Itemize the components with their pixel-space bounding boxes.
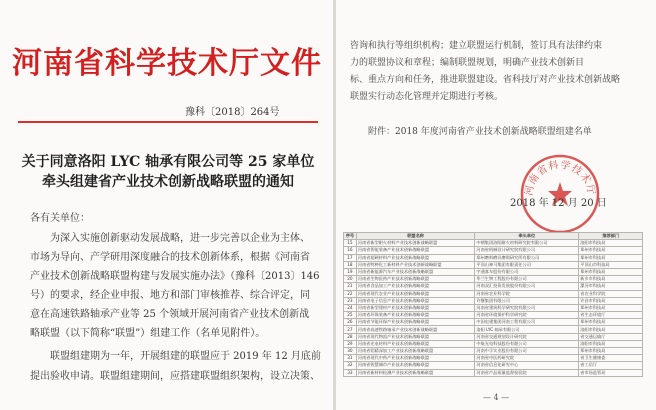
issue-date: 2018 年 12 月 20 日	[510, 198, 607, 209]
cell-lead-unit: 河南中孚实业股份有限公司	[475, 348, 579, 355]
cell-recommending-dept: 新乡市科技局	[579, 276, 643, 283]
cell-lead-unit: 河南省信息化研究中心	[475, 362, 579, 369]
body-salutation: 各有关单位：	[30, 213, 90, 224]
cell-number: 29	[344, 340, 357, 347]
cell-recommending-dept: 省市场监管局	[579, 369, 643, 376]
cell-alliance-name: 河南省电子信息产业技术创新战略联盟	[356, 297, 475, 304]
body-line: 市场为导向、产学研用深度融合的技术创新体系，根据《河南省	[30, 252, 310, 263]
body-line: 产业技术创新战略联盟构建与发展实施办法》（豫科〔2013〕146	[30, 271, 320, 282]
cell-lead-unit: 宇通客车股份有限公司	[475, 268, 579, 275]
cell-number: 24	[344, 304, 357, 311]
cell-alliance-name: 河南省特种化工新材料产业技术创新战略联盟	[356, 261, 475, 268]
body-line: 联盟组建期为一年，开展组建的联盟应于 2019 年 12 月底前	[50, 351, 321, 362]
table-row	[344, 276, 643, 283]
cell-number: 27	[344, 326, 357, 333]
table-row	[344, 319, 643, 326]
cell-number: 31	[344, 355, 357, 362]
table-body	[344, 240, 643, 377]
cell-lead-unit: 河南省建筑科学研究院有限公司	[475, 304, 579, 311]
cell-recommending-dept: 漯河市科技局	[579, 283, 643, 290]
cell-number: 20	[344, 276, 357, 283]
cell-recommending-dept: 省交通运输厅	[579, 333, 643, 340]
table-row	[344, 283, 643, 290]
cell-alliance-name: 河南省生物医药产业技术创新战略联盟	[356, 276, 475, 283]
cell-lead-unit: 中钢集团洛阳耐火材料研究院有限公司	[475, 240, 579, 247]
cell-number: 17	[344, 254, 357, 261]
column-header-lead-unit: 牵头单位	[475, 233, 579, 240]
cell-alliance-name: 河南省铝精深加工产业技术创新战略联盟	[356, 348, 475, 355]
cell-number: 32	[344, 362, 357, 369]
table-row	[344, 362, 643, 369]
cell-alliance-name: 河南省新型耐火材料产业技术创新战略联盟	[356, 240, 475, 247]
notice-title-line-1: 关于同意洛阳 LYC 轴承有限公司等 25 家单位	[21, 154, 315, 170]
column-header-alliance-name: 联盟名称	[356, 233, 475, 240]
cell-lead-unit: 河南省交通规划设计研究院	[475, 333, 579, 340]
cell-lead-unit: 许继集团有限公司	[475, 297, 579, 304]
cell-number: 22	[344, 290, 357, 297]
cell-recommending-dept: 郑州市科技局	[579, 247, 643, 254]
table-row	[344, 268, 643, 275]
cell-alliance-name: 河南省新能源汽车产业技术创新战略联盟	[356, 268, 475, 275]
body-line: 号）的要求，经企业申报、地方和部门审核推荐、综合评定，同	[30, 290, 310, 301]
cell-number: 30	[344, 348, 357, 355]
cell-recommending-dept: 郑州市科技局	[579, 348, 643, 355]
cell-recommending-dept: 洛阳市科技局	[579, 340, 643, 347]
cell-lead-unit: 河南省中医药研究院	[475, 355, 579, 362]
cell-lead-unit: 中航光电科技股份有限公司	[475, 340, 579, 347]
cell-lead-unit: 平顶山神马集团有限责任公司	[475, 261, 579, 268]
cell-recommending-dept: 郑州市科技局	[579, 268, 643, 275]
cell-lead-unit: 华兰生物工程股份有限公司	[475, 276, 579, 283]
column-header-recommending-dept: 推荐部门	[579, 233, 643, 240]
table-row	[344, 340, 643, 347]
cell-lead-unit: 河南双汇投资发展股份有限公司	[475, 283, 579, 290]
cell-alliance-name: 河南省食品加工产业技术创新战略联盟	[356, 283, 475, 290]
cell-alliance-name: 河南省现代农业产业技术创新战略联盟	[356, 290, 475, 297]
table-row	[344, 304, 643, 311]
cell-alliance-name: 河南省环保装备产业技术创新战略联盟	[356, 312, 475, 319]
cell-recommending-dept: 许昌市科技局	[579, 297, 643, 304]
cell-lead-unit: 河南省机械设计研究院有限公司	[475, 247, 579, 254]
cell-number: 23	[344, 297, 357, 304]
body-line: 标、重点方向和任务，推进联盟建设。省科技厅对产业技术创新战略	[350, 75, 621, 85]
body-line: 咨询和执行等组织机构；建立联盟运行机制，签订具有法律约束	[350, 41, 603, 51]
body-line: 略联盟（以下简称“联盟”）组建工作（名单见附件）。	[30, 328, 266, 339]
cell-recommending-dept: 省工信厅	[579, 362, 643, 369]
table-row	[344, 261, 643, 268]
cell-lead-unit: 中国电建集团河南工程有限公司	[475, 319, 579, 326]
table-row	[344, 254, 643, 261]
seal-text: 河南省科学技术厅	[523, 159, 597, 197]
cell-alliance-name: 河南省光电材料产业技术创新战略联盟	[356, 340, 475, 347]
cell-lead-unit: 洛阳 LYC 轴承有限公司	[475, 326, 579, 333]
table-row	[344, 369, 643, 376]
cell-alliance-name: 河南省高速铁路轴承产业技术创新战略联盟	[356, 326, 475, 333]
cell-lead-unit: 郑州磨料磨具磨削研究所有限公司	[475, 254, 579, 261]
cell-number: 25	[344, 312, 357, 319]
red-rule-divider	[18, 121, 318, 123]
cell-number: 26	[344, 319, 357, 326]
alliance-list-table	[343, 232, 643, 377]
cell-recommending-dept: 郑州市科技局	[579, 319, 643, 326]
cell-number: 33	[344, 369, 357, 376]
cell-alliance-name: 河南省智慧城市产业技术创新战略联盟	[356, 362, 475, 369]
cell-recommending-dept: 平顶山市科技局	[579, 261, 643, 268]
body-line: 联盟实行动态化管理并定期进行考核。	[350, 92, 504, 102]
table-header-row	[344, 233, 643, 240]
cell-lead-unit: 河南省农业科学院	[475, 290, 579, 297]
body-line: 意在高速铁路轴承产业等 25 个领域开展河南省产业技术创新战	[30, 309, 310, 320]
cell-number: 19	[344, 268, 357, 275]
table-row	[344, 333, 643, 340]
cell-recommending-dept: 郑州市科技局	[579, 304, 643, 311]
cell-recommending-dept: 省卫生健康委	[579, 355, 643, 362]
table-row	[344, 326, 643, 333]
cell-recommending-dept: 省农业科学院	[579, 290, 643, 297]
cell-number: 28	[344, 333, 357, 340]
cell-alliance-name: 河南省智能装备产业技术创新战略联盟	[356, 247, 475, 254]
cell-recommending-dept: 洛阳市科技局	[579, 240, 643, 247]
table-row	[344, 355, 643, 362]
cell-alliance-name: 河南省节能环保产业技术创新战略联盟	[356, 319, 475, 326]
cell-number: 21	[344, 283, 357, 290]
table-row	[344, 297, 643, 304]
table-row	[344, 348, 643, 355]
body-line: 为深入实施创新驱动发展战略，进一步完善以企业为主体、	[50, 233, 310, 244]
document-masthead: 河南省科学技术厅文件	[12, 46, 322, 81]
cell-alliance-name: 河南省现代中药产业技术创新战略联盟	[356, 355, 475, 362]
cell-recommending-dept: 郑州市科技局	[579, 254, 643, 261]
table-row	[344, 247, 643, 254]
document-number: 豫科〔2018〕264号	[185, 107, 280, 118]
page-number: — 4 —	[483, 393, 510, 402]
notice-title-line-2: 牵头组建省产业技术创新战略联盟的通知	[42, 174, 294, 190]
cell-recommending-dept: 洛阳市科技局	[579, 326, 643, 333]
cell-recommending-dept: 省生态环境厅	[579, 312, 643, 319]
cell-lead-unit: 河南省环境保护科学研究院	[475, 312, 579, 319]
cell-number: 16	[344, 247, 357, 254]
table-row	[344, 312, 643, 319]
table-row	[344, 240, 643, 247]
cell-alliance-name: 河南省新材料检测产业技术创新战略联盟	[356, 369, 475, 376]
cell-alliance-name: 河南省现代物流产业技术创新战略联盟	[356, 333, 475, 340]
body-line: 力的联盟协议和章程；编制联盟规划，明确产业技术创新目	[350, 58, 585, 68]
cell-alliance-name: 河南省超硬材料产业技术创新战略联盟	[356, 254, 475, 261]
cell-number: 18	[344, 261, 357, 268]
cell-lead-unit: 河南省产品质量监督检验院	[475, 369, 579, 376]
column-header-number: 序号	[344, 233, 357, 240]
body-line: 提出验收申请。联盟组建期间，应搭建联盟组织架构，设立决策、	[30, 371, 320, 382]
cell-alliance-name: 河南省新型建材产业技术创新战略联盟	[356, 304, 475, 311]
attachment-note: 附件：2018 年度河南省产业技术创新战略联盟组建名单	[368, 127, 592, 137]
cell-number: 15	[344, 240, 357, 247]
table-row	[344, 290, 643, 297]
